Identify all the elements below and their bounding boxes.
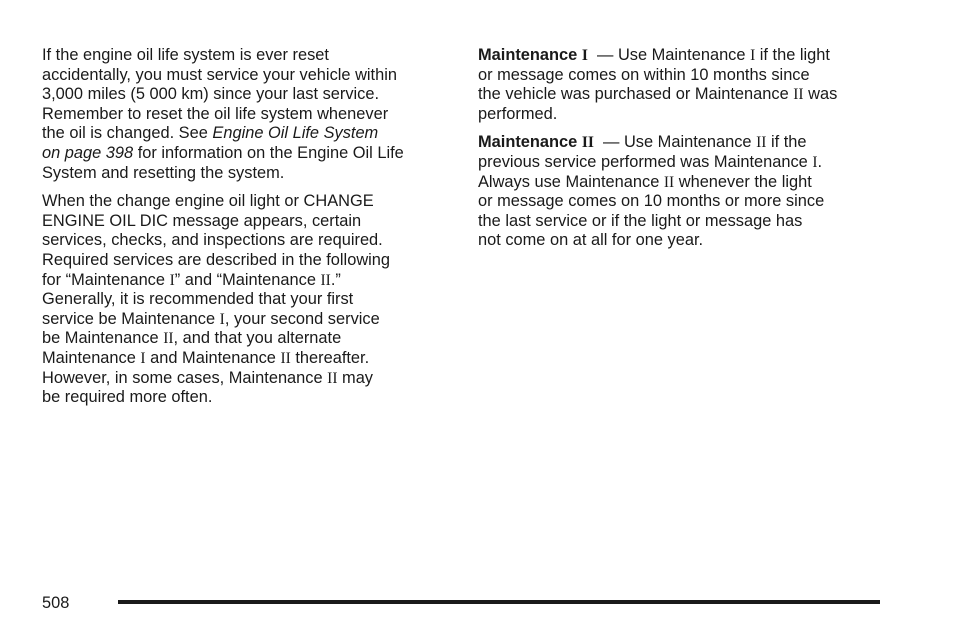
roman-numeral: II <box>663 173 675 191</box>
text-line <box>478 85 888 105</box>
oil-reset-paragraph <box>42 46 452 183</box>
text-run: if the light <box>755 46 830 64</box>
text-line <box>42 310 452 330</box>
right-column <box>478 46 888 260</box>
text-line: 3,000 miles (5 000 km) since your last service. <box>42 85 380 104</box>
text-line: services, checks, and inspections are required. <box>42 231 383 250</box>
roman-numeral: II <box>756 134 767 152</box>
roman-numeral: II <box>320 271 331 289</box>
text-line: or message comes on within 10 months since <box>478 65 810 84</box>
footer-divider <box>118 600 880 604</box>
text-run: the vehicle was purchased or Maintenance <box>478 85 794 104</box>
text-run: — Use Maintenance <box>593 133 757 152</box>
roman-numeral: II <box>793 86 804 104</box>
text-line: be required more often. <box>42 388 213 407</box>
text-run: if the <box>766 133 807 152</box>
text-line: Remember to reset the oil life system whenever <box>42 104 389 123</box>
maintenance-ii-paragraph <box>478 133 888 251</box>
roman-numeral: I <box>581 47 588 64</box>
roman-numeral: II <box>163 330 174 348</box>
text-run: ” and “Maintenance <box>174 270 321 289</box>
text-run: Maintenance <box>42 348 141 367</box>
page-reference-link[interactable]: on page 398 <box>42 143 134 162</box>
maintenance-ii-heading: Maintenance <box>478 133 582 152</box>
text-line: accidentally, you must service your vehicle within <box>42 65 397 84</box>
text-line <box>42 329 452 349</box>
text-line <box>42 124 452 144</box>
maintenance-schedule-paragraph <box>42 192 452 408</box>
text-line <box>478 46 888 66</box>
text-line: the last service or if the light or message has <box>478 211 803 230</box>
text-run: may <box>337 368 374 387</box>
text-line <box>478 133 888 153</box>
text-line <box>42 271 452 291</box>
roman-numeral: I <box>219 310 225 328</box>
text-line <box>478 153 888 173</box>
roman-numeral: II <box>327 369 338 387</box>
text-run: thereafter. <box>290 348 370 367</box>
text-run: for “Maintenance <box>42 270 170 289</box>
maintenance-i-heading: Maintenance <box>478 46 582 64</box>
text-line: Required services are described in the following <box>42 250 391 269</box>
text-run: previous service performed was Maintenance <box>478 152 813 171</box>
roman-numeral: I <box>140 349 146 367</box>
text-line: When the change engine oil light or CHANGE <box>42 192 374 211</box>
text-line <box>42 369 452 389</box>
text-run: . <box>817 152 823 171</box>
text-line: System and resetting the system. <box>42 163 285 182</box>
text-run: be Maintenance <box>42 329 164 348</box>
text-line: performed. <box>478 104 558 123</box>
text-run: whenever the light <box>674 172 812 191</box>
maintenance-i-paragraph <box>478 46 888 124</box>
text-line <box>42 349 452 369</box>
text-run: was <box>803 85 838 104</box>
text-line: Generally, it is recommended that your first <box>42 290 354 309</box>
roman-numeral: II <box>280 349 291 367</box>
text-run: , your second service <box>224 309 380 328</box>
roman-numeral: I <box>169 271 175 289</box>
cross-reference-link[interactable]: Engine Oil Life System <box>212 124 379 143</box>
text-run: , and that you alternate <box>173 329 342 348</box>
text-run: .” <box>330 270 341 289</box>
text-run: service be Maintenance <box>42 309 220 328</box>
left-column <box>42 46 452 417</box>
text-run: — Use Maintenance <box>587 46 751 64</box>
text-line: If the engine oil life system is ever reset <box>42 46 329 64</box>
roman-numeral: II <box>581 134 594 152</box>
page-number: 508 <box>42 594 70 612</box>
text-line: not come on at all for one year. <box>478 231 704 250</box>
text-run: the oil is changed. See <box>42 124 213 143</box>
text-run: Always use Maintenance <box>478 172 664 191</box>
text-line <box>478 173 888 193</box>
text-line <box>42 144 452 164</box>
text-line: ENGINE OIL DIC message appears, certain <box>42 211 362 230</box>
roman-numeral: I <box>812 153 818 171</box>
text-run: for information on the Engine Oil Life <box>133 143 404 162</box>
text-run: However, in some cases, Maintenance <box>42 368 328 387</box>
text-line: or message comes on 10 months or more since <box>478 192 825 211</box>
roman-numeral: I <box>750 47 756 64</box>
text-run: and Maintenance <box>145 348 281 367</box>
